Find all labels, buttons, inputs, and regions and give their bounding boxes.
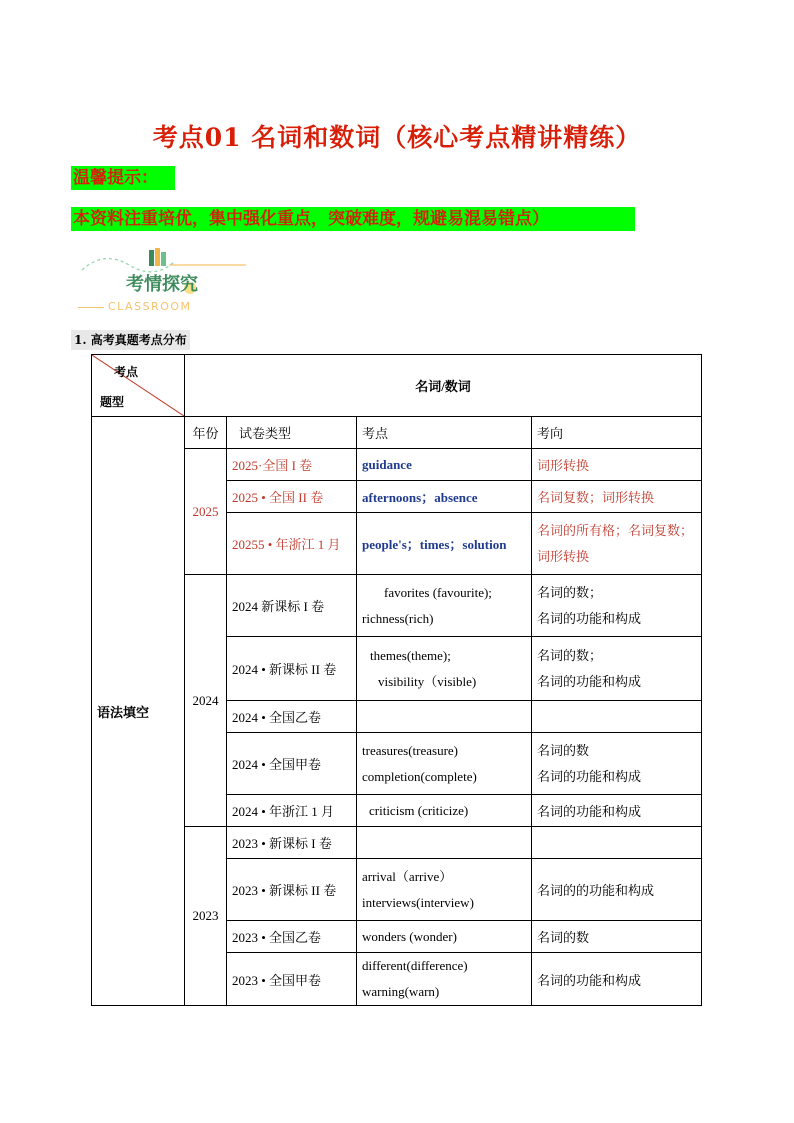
direction: 名词的功能和构成 [532, 795, 702, 827]
point-line: treasures(treasure) [362, 742, 458, 758]
point-line: themes(theme); [370, 647, 451, 663]
point [357, 953, 532, 1006]
point [357, 859, 532, 921]
col-year: 年份 [185, 417, 227, 449]
point: people's；times；solution [357, 513, 532, 575]
direction-line: 名词的数； [537, 647, 603, 663]
direction [532, 827, 702, 859]
direction: 名词的功能和构成 [532, 953, 702, 1006]
paper: 2024 • 全国乙卷 [227, 701, 357, 733]
point [357, 637, 532, 701]
direction-line: 名词的功能和构成 [537, 673, 642, 689]
point [357, 827, 532, 859]
point: wonders (wonder) [357, 921, 532, 953]
year-2025: 2025 [185, 449, 227, 575]
year-2024: 2024 [185, 575, 227, 827]
paper: 2024 新课标 I 卷 [227, 575, 357, 637]
direction [532, 575, 702, 637]
direction-line: 名词的数 [537, 742, 590, 758]
direction [532, 733, 702, 795]
col-dir: 考向 [532, 417, 702, 449]
point [357, 701, 532, 733]
direction [532, 513, 702, 575]
direction: 名词的数 [532, 921, 702, 953]
direction-line: 词形转换 [537, 548, 590, 564]
paper: 2023 • 全国甲卷 [227, 953, 357, 1006]
banner-title: 考情探究 [126, 274, 198, 295]
exam-point-table [91, 354, 702, 1006]
direction [532, 701, 702, 733]
corner-cell [92, 355, 185, 417]
point-line: visibility（visible) [378, 673, 477, 689]
type-label: 语法填空 [92, 417, 185, 1006]
point-line: favorites (favourite); [384, 584, 492, 600]
direction: 词形转换 [532, 449, 702, 481]
banner-subtitle: CLASSROOM [108, 300, 192, 313]
point-line: different(difference) [362, 958, 468, 973]
point-line: richness(rich) [362, 610, 434, 626]
page-title: 考点01 名词和数词（核心考点精讲精练） [152, 123, 642, 152]
paper: 2025·全国 I 卷 [227, 449, 357, 481]
paper: 2025 • 全国 II 卷 [227, 481, 357, 513]
col-point: 考点 [357, 417, 532, 449]
section-heading: 1. 高考真题考点分布 [71, 330, 190, 350]
paper: 2023 • 全国乙卷 [227, 921, 357, 953]
direction-line: 名词的功能和构成 [537, 610, 642, 626]
direction-line: 名词的所有格；名词复数； [537, 522, 694, 538]
point [357, 575, 532, 637]
point: afternoons；absence [357, 481, 532, 513]
direction-line: 名词的数； [537, 584, 603, 600]
paper: 2023 • 新课标 II 卷 [227, 859, 357, 921]
direction: 名词复数；词形转换 [532, 481, 702, 513]
direction-line: 名词的功能和构成 [537, 768, 642, 784]
paper: 20255 • 年浙江 1 月 [227, 513, 357, 575]
point: guidance [357, 449, 532, 481]
point-line: completion(complete) [362, 768, 477, 784]
direction: 名词的的功能和构成 [532, 859, 702, 921]
books-icon [148, 246, 172, 268]
corner-top-label: 考点 [114, 365, 139, 379]
point-line: arrival（arrive） [362, 868, 453, 884]
banner-dash [78, 307, 104, 308]
tip-text: 本资料注重培优，集中强化重点，突破难度，规避易混易错点） [71, 207, 635, 231]
point-line: warning(warn) [362, 984, 440, 999]
paper: 2024 • 年浙江 1 月 [227, 795, 357, 827]
col-paper: 试卷类型 [227, 417, 357, 449]
point: criticism (criticize) [357, 795, 532, 827]
header-span: 名词/数词 [185, 355, 702, 417]
point-line: interviews(interview) [362, 894, 474, 910]
section-banner [74, 240, 254, 320]
corner-bottom-label: 题型 [100, 395, 125, 409]
paper: 2024 • 新课标 II 卷 [227, 637, 357, 701]
table-header-row [92, 355, 702, 417]
direction [532, 637, 702, 701]
tip-label: 温馨提示： [71, 166, 175, 190]
column-header-row [92, 417, 702, 449]
paper: 2023 • 新课标 I 卷 [227, 827, 357, 859]
point [357, 733, 532, 795]
paper: 2024 • 全国甲卷 [227, 733, 357, 795]
year-2023: 2023 [185, 827, 227, 1006]
